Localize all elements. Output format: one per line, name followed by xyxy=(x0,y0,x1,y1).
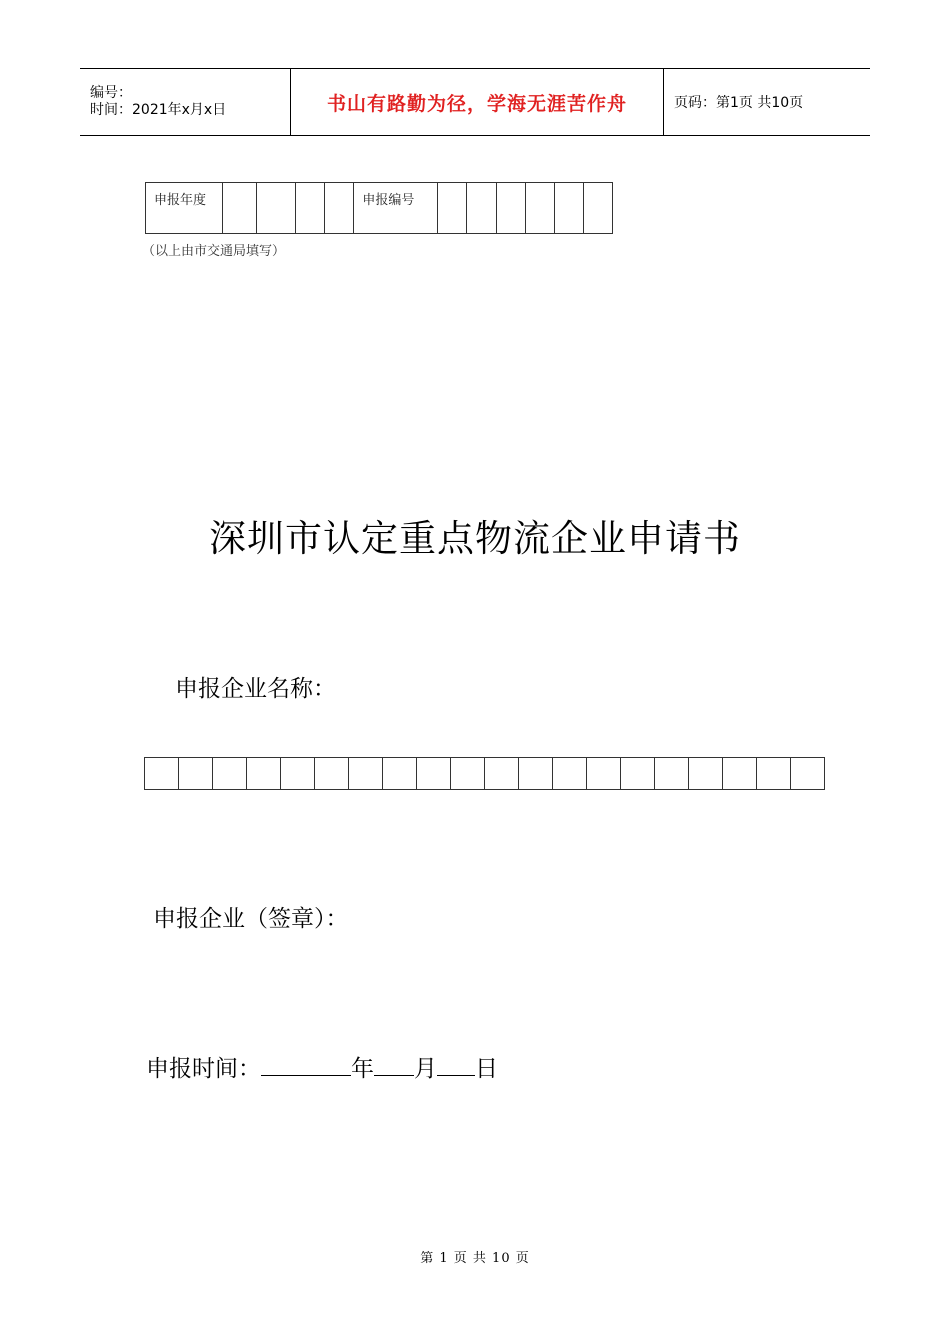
page-footer: 第 1 页 共 10 页 xyxy=(420,1251,530,1266)
company-name-char-box[interactable] xyxy=(417,758,451,790)
header-number-label: 编号： xyxy=(90,85,132,101)
declaration-year-box[interactable] xyxy=(222,183,256,234)
header-motto: 书山有路勤为径，学海无涯苦作舟 xyxy=(291,69,664,136)
company-name-char-box[interactable] xyxy=(553,758,587,790)
company-name-char-box[interactable] xyxy=(315,758,349,790)
company-name-char-box[interactable] xyxy=(689,758,723,790)
date-month-blank[interactable] xyxy=(374,1053,414,1076)
declaration-number-box[interactable] xyxy=(437,183,466,234)
company-name-char-box[interactable] xyxy=(485,758,519,790)
company-name-char-box[interactable] xyxy=(145,758,179,790)
declaration-note: （以上由市交通局填写） xyxy=(142,244,286,259)
declaration-year-box[interactable] xyxy=(295,183,324,234)
company-name-char-box[interactable] xyxy=(213,758,247,790)
date-day-unit: 日 xyxy=(475,1056,498,1082)
declaration-date-line xyxy=(146,1050,498,1083)
date-year-unit: 年 xyxy=(351,1056,374,1082)
company-seal-label: 申报企业（签章）： xyxy=(153,906,349,932)
declaration-number-box[interactable] xyxy=(555,183,584,234)
declaration-info-table xyxy=(145,182,613,234)
header-time-label: 时间：2021年x月x日 xyxy=(90,102,227,118)
date-day-blank[interactable] xyxy=(437,1053,475,1076)
declaration-number-box[interactable] xyxy=(525,183,554,234)
declaration-number-box[interactable] xyxy=(584,183,613,234)
company-name-char-box[interactable] xyxy=(179,758,213,790)
declaration-number-label: 申报编号 xyxy=(354,183,437,234)
declaration-number-box[interactable] xyxy=(467,183,496,234)
company-name-char-box[interactable] xyxy=(757,758,791,790)
company-name-char-box[interactable] xyxy=(621,758,655,790)
company-name-char-box[interactable] xyxy=(723,758,757,790)
declaration-year-box[interactable] xyxy=(256,183,295,234)
company-name-char-box[interactable] xyxy=(451,758,485,790)
company-name-boxes xyxy=(144,757,825,790)
date-year-blank[interactable] xyxy=(261,1053,351,1076)
company-name-char-box[interactable] xyxy=(247,758,281,790)
company-name-char-box[interactable] xyxy=(519,758,553,790)
declaration-number-box[interactable] xyxy=(496,183,525,234)
declaration-year-box[interactable] xyxy=(325,183,354,234)
date-month-unit: 月 xyxy=(414,1056,437,1082)
date-label: 申报时间： xyxy=(146,1056,261,1082)
header-page-info: 页码：第1页 共10页 xyxy=(664,69,871,136)
company-name-char-box[interactable] xyxy=(791,758,825,790)
company-name-char-box[interactable] xyxy=(281,758,315,790)
document-title: 深圳市认定重点物流企业申请书 xyxy=(209,517,741,560)
company-name-label: 申报企业名称： xyxy=(175,676,336,702)
company-name-char-box[interactable] xyxy=(383,758,417,790)
header-meta xyxy=(80,69,291,136)
company-name-char-box[interactable] xyxy=(587,758,621,790)
company-name-char-box[interactable] xyxy=(349,758,383,790)
declaration-year-label: 申报年度 xyxy=(146,183,223,234)
page-header xyxy=(80,68,870,136)
company-name-char-box[interactable] xyxy=(655,758,689,790)
